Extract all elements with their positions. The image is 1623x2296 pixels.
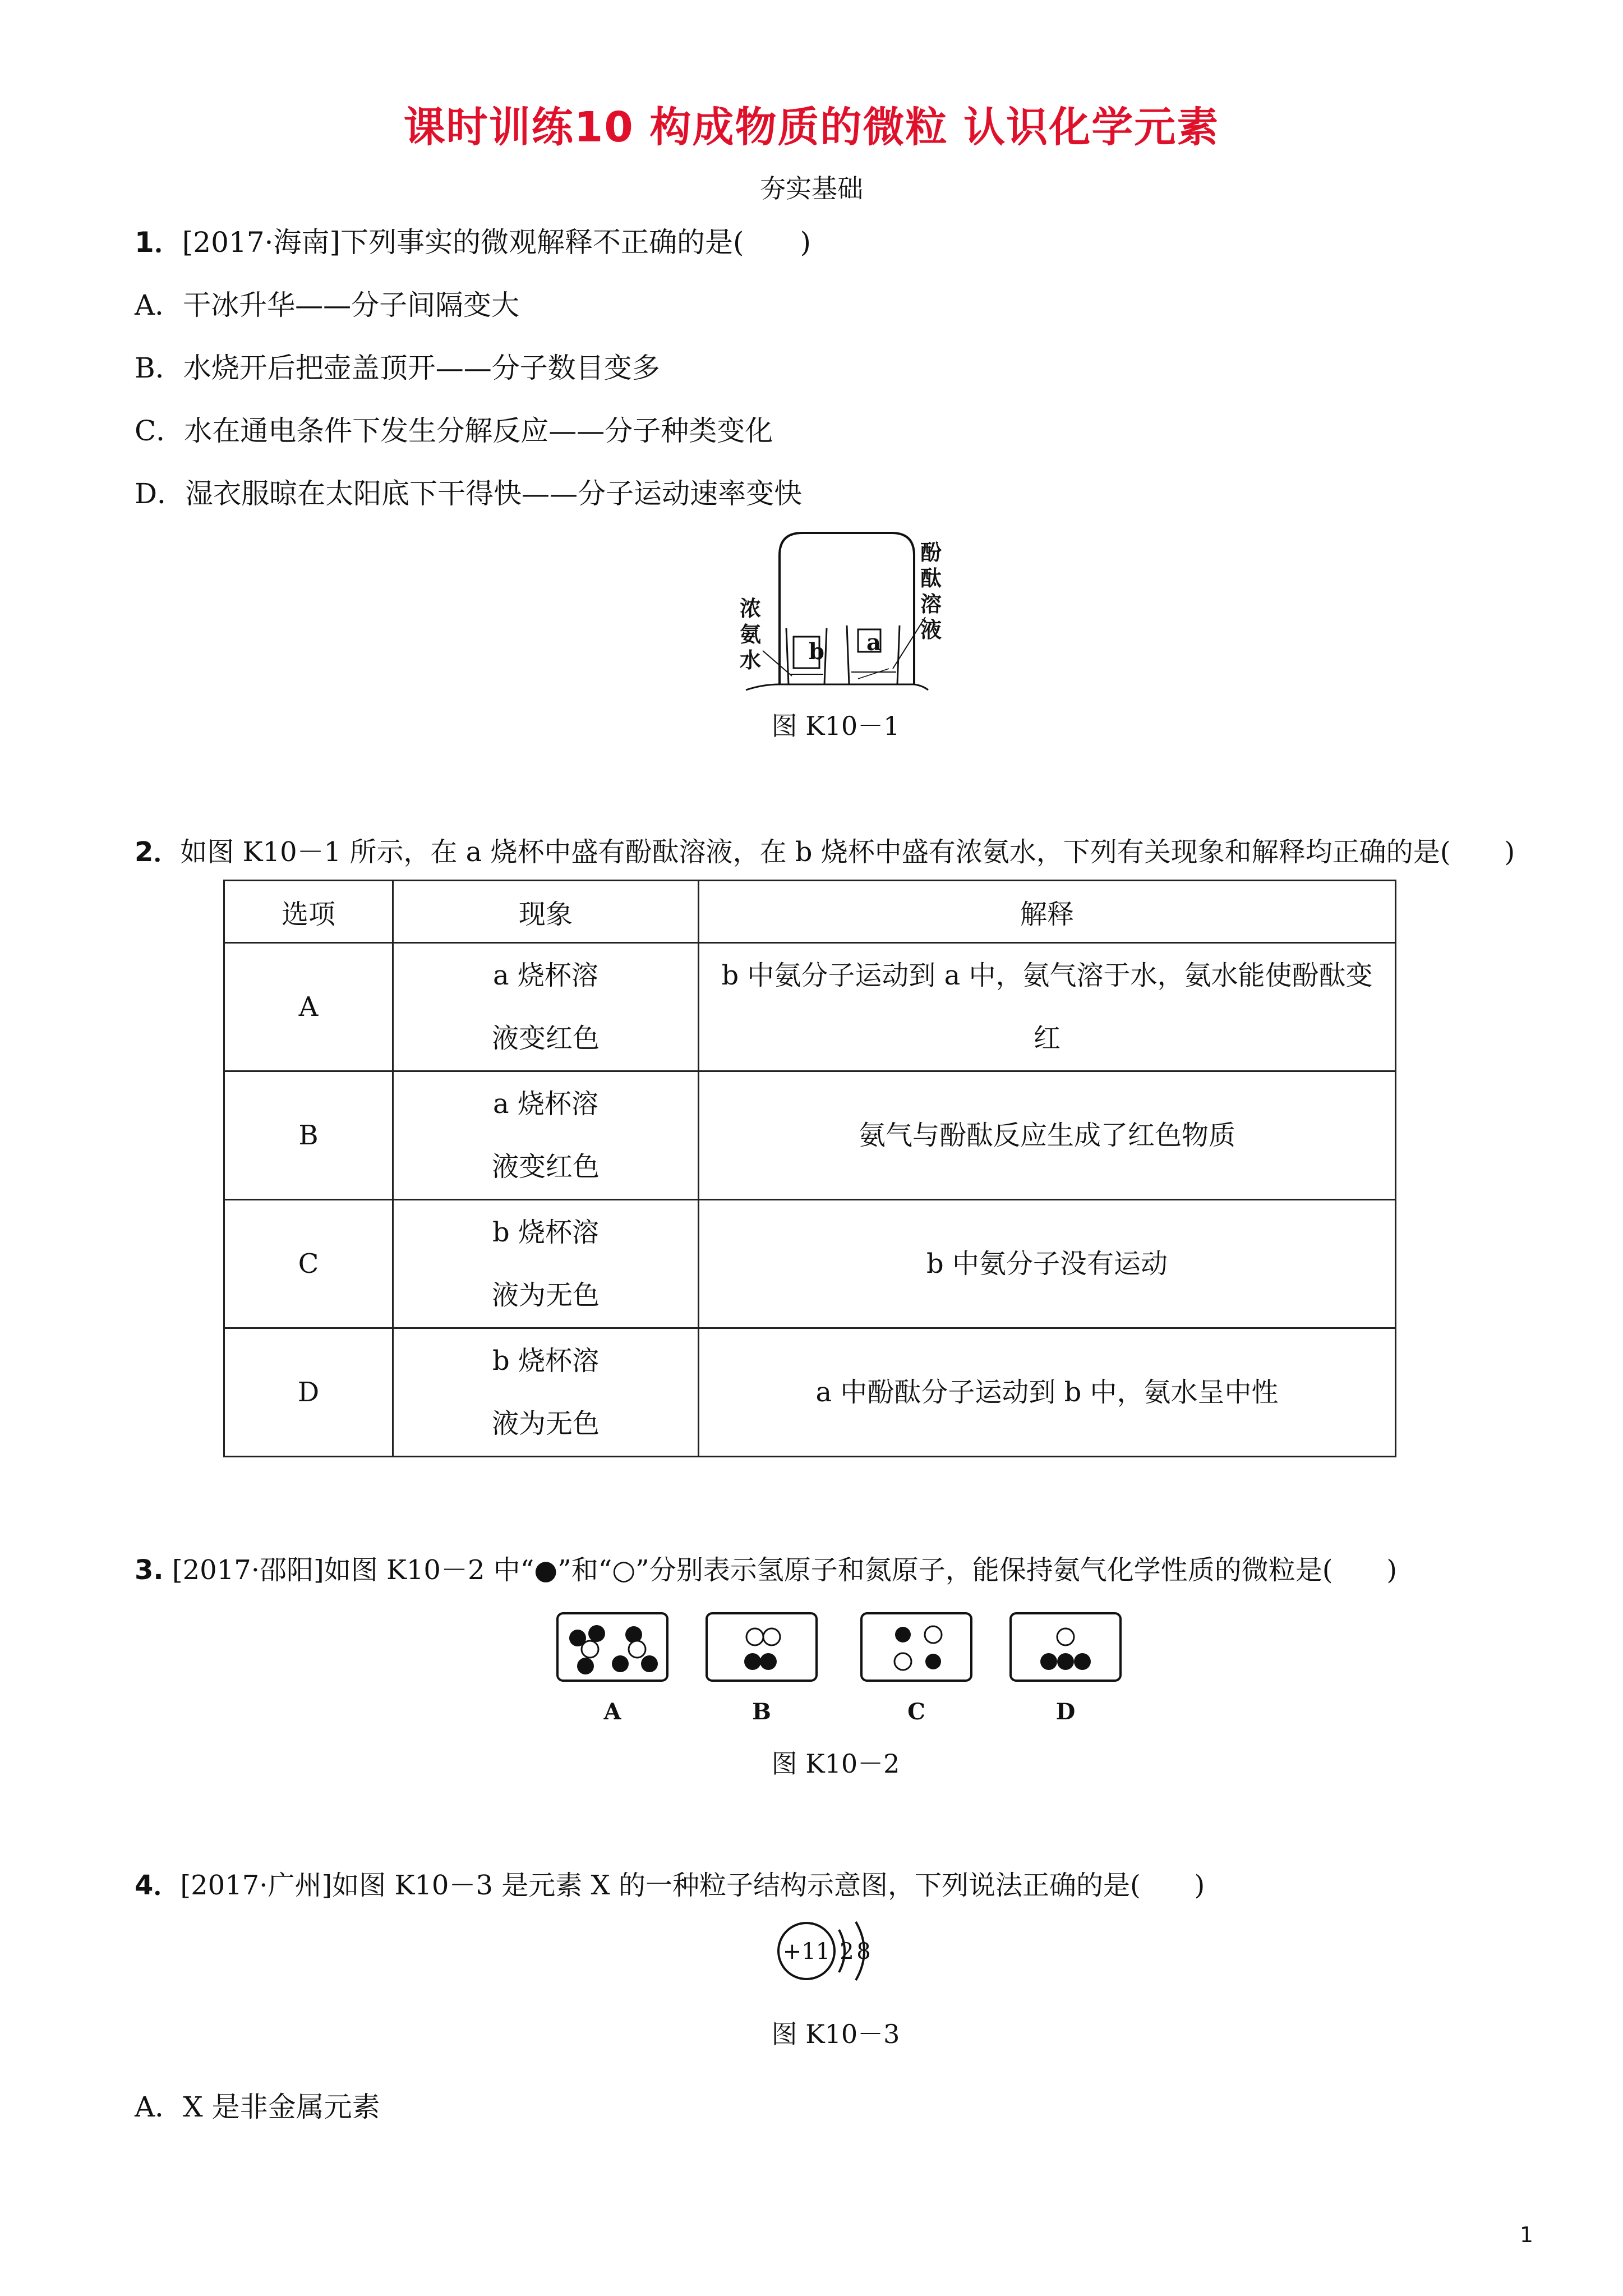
row-explanation: a 中酚酞分子运动到 b 中，氨水呈中性 bbox=[699, 1328, 1396, 1457]
beaker-b-label: b bbox=[809, 638, 824, 665]
q1-option-c: C．水在通电条件下发生分解反应——分子种类变化 bbox=[135, 415, 773, 447]
header-phenomenon: 现象 bbox=[393, 881, 699, 943]
molecule-box-a bbox=[557, 1613, 667, 1681]
row-phenomenon: a 烧杯溶 液变红色 bbox=[393, 943, 699, 1071]
question-number: 1． bbox=[135, 226, 182, 259]
option-label-a: A bbox=[603, 1699, 621, 1725]
question-number: 3. bbox=[135, 1554, 164, 1586]
option-label-d: D bbox=[1055, 1699, 1076, 1725]
question-text: [2017·邵阳]如图 K10－2 中“●”和“○”分别表示氢原子和氮原子，能保持氨气化学性质的微粒是( ) bbox=[172, 1554, 1398, 1586]
option-label-b: B bbox=[752, 1699, 771, 1725]
question-3-stem bbox=[135, 1548, 1397, 1587]
question-2-stem bbox=[135, 830, 1515, 869]
row-phenomenon: a 烧杯溶 液变红色 bbox=[393, 1071, 699, 1200]
row-phenomenon: b 烧杯溶 液为无色 bbox=[393, 1328, 699, 1457]
table-row bbox=[224, 1328, 1396, 1457]
phenolphthalein-label: 酚 酞 溶 液 bbox=[920, 540, 942, 642]
ammonia-label: 浓 氨 水 bbox=[739, 596, 761, 673]
question-1-stem bbox=[135, 220, 811, 260]
row-explanation: 氨气与酚酞反应生成了红色物质 bbox=[699, 1071, 1396, 1200]
question-text: 如图 K10－1 所示，在 a 烧杯中盛有酚酞溶液，在 b 烧杯中盛有浓氨水，下列有关现象和解释均正确的是( ) bbox=[180, 836, 1515, 868]
row-phenomenon: b 烧杯溶 液为无色 bbox=[393, 1200, 699, 1328]
figure-2-caption: 图 K10－2 bbox=[771, 1749, 900, 1779]
header-explanation: 解释 bbox=[699, 881, 1396, 943]
molecule-box-c bbox=[861, 1613, 971, 1681]
nucleus-charge: +11 bbox=[782, 1939, 831, 1964]
row-option: D bbox=[224, 1328, 393, 1457]
row-option: C bbox=[224, 1200, 393, 1328]
table-row bbox=[224, 1200, 1396, 1328]
table-row bbox=[224, 1071, 1396, 1200]
page-number: 1 bbox=[1519, 2223, 1533, 2247]
row-option: B bbox=[224, 1071, 393, 1200]
molecule-options-figure bbox=[555, 1610, 1138, 1688]
row-explanation: b 中氨分子运动到 a 中，氨气溶于水，氨水能使酚酞变 红 bbox=[699, 943, 1396, 1071]
beaker-a-hatch bbox=[858, 669, 889, 679]
q1-option-a: A．干冰升华——分子间隔变大 bbox=[135, 289, 520, 321]
answer-table bbox=[223, 880, 1396, 1457]
question-text: [2017·广州]如图 K10－3 是元素 X 的一种粒子结构示意图，下列说法正确的是( ) bbox=[180, 1870, 1205, 1901]
section-subtitle: 夯实基础 bbox=[760, 173, 863, 204]
atomic-structure-diagram bbox=[772, 1916, 895, 1989]
row-option: A bbox=[224, 943, 393, 1071]
molecule-box-b bbox=[707, 1613, 817, 1681]
q4-option-a: A．X 是非金属元素 bbox=[135, 2091, 380, 2123]
figure-3-caption: 图 K10－3 bbox=[771, 2019, 900, 2049]
question-number: 2． bbox=[135, 836, 181, 868]
question-number: 4． bbox=[135, 1870, 181, 1901]
table-header-row bbox=[224, 881, 1396, 943]
row-explanation: b 中氨分子没有运动 bbox=[699, 1200, 1396, 1328]
beaker-a-label: a bbox=[866, 629, 881, 656]
table-row bbox=[224, 943, 1396, 1071]
q1-option-d: D．湿衣服晾在太阳底下干得快——分子运动速率变快 bbox=[135, 477, 803, 510]
molecule-box-d bbox=[1011, 1613, 1121, 1681]
figure-1-caption: 图 K10－1 bbox=[771, 711, 900, 741]
q1-option-b: B．水烧开后把壶盖顶开——分子数目变多 bbox=[135, 352, 660, 384]
page-title: 课时训练10 构成物质的微粒 认识化学元素 bbox=[403, 103, 1220, 151]
option-label-c: C bbox=[907, 1699, 925, 1725]
base-line bbox=[746, 684, 928, 690]
question-text: [2017·海南]下列事实的微观解释不正确的是( ) bbox=[182, 226, 811, 259]
shell-2-electrons: 8 bbox=[856, 1939, 871, 1964]
shell-1-electrons: 2 bbox=[840, 1939, 854, 1964]
question-4-stem bbox=[135, 1864, 1205, 1902]
header-option: 选项 bbox=[224, 881, 393, 943]
